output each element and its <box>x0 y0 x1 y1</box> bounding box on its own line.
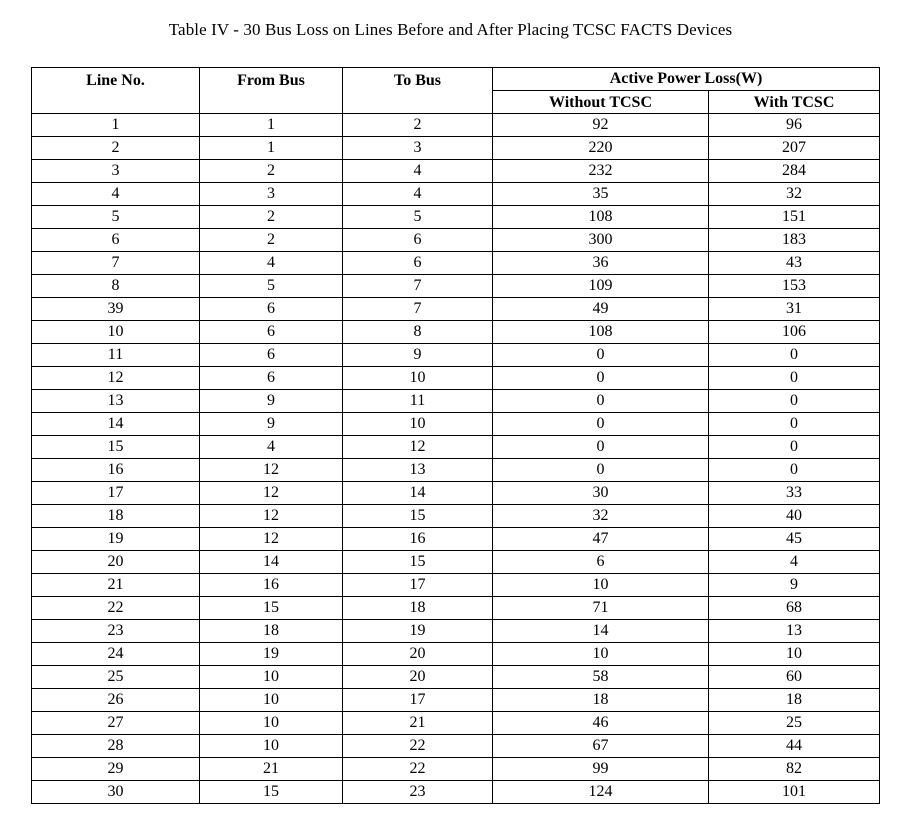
loss-with-tcsc-cell: 25 <box>709 712 880 735</box>
to-bus-cell: 6 <box>343 252 493 275</box>
to-bus-cell: 11 <box>343 390 493 413</box>
table-row <box>32 643 880 666</box>
to-bus-cell: 4 <box>343 160 493 183</box>
to-bus-cell: 22 <box>343 758 493 781</box>
from-bus-cell: 10 <box>200 689 343 712</box>
line-no-cell: 14 <box>32 413 200 436</box>
loss-without-tcsc-cell: 0 <box>493 344 709 367</box>
from-bus-cell: 15 <box>200 781 343 804</box>
table-row <box>32 712 880 735</box>
loss-with-tcsc-cell: 60 <box>709 666 880 689</box>
loss-with-tcsc-cell: 10 <box>709 643 880 666</box>
line-no-cell: 6 <box>32 229 200 252</box>
loss-with-tcsc-cell: 101 <box>709 781 880 804</box>
from-bus-cell: 2 <box>200 160 343 183</box>
from-bus-cell: 4 <box>200 436 343 459</box>
table-caption: Table IV - 30 Bus Loss on Lines Before and After Placing TCSC FACTS Devices <box>168 20 733 39</box>
loss-without-tcsc-cell: 67 <box>493 735 709 758</box>
to-bus-cell: 7 <box>343 298 493 321</box>
table-row <box>32 758 880 781</box>
from-bus-cell: 9 <box>200 390 343 413</box>
loss-with-tcsc-cell: 0 <box>709 367 880 390</box>
line-no-cell: 25 <box>32 666 200 689</box>
table-row <box>32 735 880 758</box>
from-bus-cell: 6 <box>200 367 343 390</box>
to-bus-cell: 17 <box>343 574 493 597</box>
to-bus-cell: 15 <box>343 505 493 528</box>
loss-without-tcsc-cell: 220 <box>493 137 709 160</box>
line-no-cell: 27 <box>32 712 200 735</box>
to-bus-cell: 6 <box>343 229 493 252</box>
loss-with-tcsc-cell: 68 <box>709 597 880 620</box>
from-bus-cell: 15 <box>200 597 343 620</box>
loss-without-tcsc-cell: 0 <box>493 436 709 459</box>
loss-without-tcsc-cell: 10 <box>493 574 709 597</box>
loss-without-tcsc-cell: 18 <box>493 689 709 712</box>
from-bus-cell: 6 <box>200 298 343 321</box>
to-bus-cell: 3 <box>343 137 493 160</box>
loss-without-tcsc-cell: 30 <box>493 482 709 505</box>
line-no-cell: 15 <box>32 436 200 459</box>
to-bus-cell: 23 <box>343 781 493 804</box>
table-row <box>32 229 880 252</box>
loss-without-tcsc-cell: 0 <box>493 390 709 413</box>
table-row <box>32 436 880 459</box>
from-bus-cell: 1 <box>200 137 343 160</box>
header-without-tcsc: Without TCSC <box>493 91 709 114</box>
loss-without-tcsc-cell: 6 <box>493 551 709 574</box>
to-bus-cell: 2 <box>343 114 493 137</box>
line-no-cell: 7 <box>32 252 200 275</box>
to-bus-cell: 7 <box>343 275 493 298</box>
loss-with-tcsc-cell: 4 <box>709 551 880 574</box>
to-bus-cell: 18 <box>343 597 493 620</box>
loss-with-tcsc-cell: 33 <box>709 482 880 505</box>
line-no-cell: 16 <box>32 459 200 482</box>
table-row <box>32 597 880 620</box>
line-no-cell: 26 <box>32 689 200 712</box>
line-no-cell: 3 <box>32 160 200 183</box>
loss-with-tcsc-cell: 0 <box>709 390 880 413</box>
from-bus-cell: 12 <box>200 459 343 482</box>
line-no-cell: 24 <box>32 643 200 666</box>
loss-without-tcsc-cell: 36 <box>493 252 709 275</box>
line-no-cell: 19 <box>32 528 200 551</box>
loss-without-tcsc-cell: 0 <box>493 367 709 390</box>
loss-without-tcsc-cell: 109 <box>493 275 709 298</box>
line-no-cell: 8 <box>32 275 200 298</box>
loss-with-tcsc-cell: 44 <box>709 735 880 758</box>
loss-with-tcsc-cell: 0 <box>709 413 880 436</box>
from-bus-cell: 12 <box>200 528 343 551</box>
to-bus-cell: 17 <box>343 689 493 712</box>
loss-without-tcsc-cell: 124 <box>493 781 709 804</box>
from-bus-cell: 5 <box>200 275 343 298</box>
loss-with-tcsc-cell: 82 <box>709 758 880 781</box>
loss-without-tcsc-cell: 0 <box>493 413 709 436</box>
from-bus-cell: 16 <box>200 574 343 597</box>
line-no-cell: 21 <box>32 574 200 597</box>
from-bus-cell: 4 <box>200 252 343 275</box>
table-row <box>32 781 880 804</box>
line-no-cell: 39 <box>32 298 200 321</box>
loss-without-tcsc-cell: 46 <box>493 712 709 735</box>
loss-without-tcsc-cell: 300 <box>493 229 709 252</box>
table-row <box>32 459 880 482</box>
loss-without-tcsc-cell: 58 <box>493 666 709 689</box>
table-row <box>32 551 880 574</box>
from-bus-cell: 6 <box>200 321 343 344</box>
header-active-power-loss: Active Power Loss(W) <box>493 68 880 91</box>
to-bus-cell: 21 <box>343 712 493 735</box>
loss-without-tcsc-cell: 14 <box>493 620 709 643</box>
line-no-cell: 28 <box>32 735 200 758</box>
loss-with-tcsc-cell: 40 <box>709 505 880 528</box>
table-row <box>32 298 880 321</box>
table-body <box>32 114 880 804</box>
loss-with-tcsc-cell: 45 <box>709 528 880 551</box>
table-row <box>32 252 880 275</box>
from-bus-cell: 2 <box>200 229 343 252</box>
line-no-cell: 1 <box>32 114 200 137</box>
loss-with-tcsc-cell: 0 <box>709 344 880 367</box>
line-no-cell: 4 <box>32 183 200 206</box>
from-bus-cell: 12 <box>200 505 343 528</box>
loss-without-tcsc-cell: 108 <box>493 321 709 344</box>
table-row <box>32 666 880 689</box>
loss-without-tcsc-cell: 35 <box>493 183 709 206</box>
table-row <box>32 183 880 206</box>
line-no-cell: 30 <box>32 781 200 804</box>
line-no-cell: 29 <box>32 758 200 781</box>
loss-without-tcsc-cell: 32 <box>493 505 709 528</box>
to-bus-cell: 14 <box>343 482 493 505</box>
table-row <box>32 367 880 390</box>
from-bus-cell: 12 <box>200 482 343 505</box>
table-row <box>32 574 880 597</box>
line-no-cell: 17 <box>32 482 200 505</box>
loss-with-tcsc-cell: 9 <box>709 574 880 597</box>
table-row <box>32 620 880 643</box>
line-no-cell: 11 <box>32 344 200 367</box>
loss-with-tcsc-cell: 183 <box>709 229 880 252</box>
header-line-no: Line No. <box>32 68 200 114</box>
table-row <box>32 482 880 505</box>
table-row <box>32 275 880 298</box>
table-row <box>32 689 880 712</box>
to-bus-cell: 9 <box>343 344 493 367</box>
from-bus-cell: 10 <box>200 666 343 689</box>
from-bus-cell: 3 <box>200 183 343 206</box>
loss-with-tcsc-cell: 32 <box>709 183 880 206</box>
loss-with-tcsc-cell: 96 <box>709 114 880 137</box>
table-row <box>32 206 880 229</box>
table-row <box>32 390 880 413</box>
loss-without-tcsc-cell: 99 <box>493 758 709 781</box>
loss-without-tcsc-cell: 0 <box>493 459 709 482</box>
loss-with-tcsc-cell: 153 <box>709 275 880 298</box>
from-bus-cell: 1 <box>200 114 343 137</box>
to-bus-cell: 20 <box>343 643 493 666</box>
line-no-cell: 10 <box>32 321 200 344</box>
from-bus-cell: 10 <box>200 735 343 758</box>
to-bus-cell: 13 <box>343 459 493 482</box>
table-row <box>32 137 880 160</box>
from-bus-cell: 9 <box>200 413 343 436</box>
loss-with-tcsc-cell: 0 <box>709 436 880 459</box>
loss-with-tcsc-cell: 18 <box>709 689 880 712</box>
header-to-bus: To Bus <box>343 68 493 114</box>
to-bus-cell: 8 <box>343 321 493 344</box>
loss-without-tcsc-cell: 108 <box>493 206 709 229</box>
loss-with-tcsc-cell: 0 <box>709 459 880 482</box>
loss-without-tcsc-cell: 10 <box>493 643 709 666</box>
loss-without-tcsc-cell: 71 <box>493 597 709 620</box>
to-bus-cell: 16 <box>343 528 493 551</box>
loss-with-tcsc-cell: 31 <box>709 298 880 321</box>
table-row <box>32 321 880 344</box>
from-bus-cell: 21 <box>200 758 343 781</box>
loss-with-tcsc-cell: 207 <box>709 137 880 160</box>
line-no-cell: 5 <box>32 206 200 229</box>
line-no-cell: 13 <box>32 390 200 413</box>
to-bus-cell: 22 <box>343 735 493 758</box>
loss-with-tcsc-cell: 151 <box>709 206 880 229</box>
loss-without-tcsc-cell: 232 <box>493 160 709 183</box>
to-bus-cell: 12 <box>343 436 493 459</box>
loss-with-tcsc-cell: 43 <box>709 252 880 275</box>
to-bus-cell: 10 <box>343 413 493 436</box>
from-bus-cell: 10 <box>200 712 343 735</box>
loss-with-tcsc-cell: 106 <box>709 321 880 344</box>
loss-with-tcsc-cell: 284 <box>709 160 880 183</box>
to-bus-cell: 15 <box>343 551 493 574</box>
line-no-cell: 23 <box>32 620 200 643</box>
line-no-cell: 12 <box>32 367 200 390</box>
from-bus-cell: 2 <box>200 206 343 229</box>
loss-without-tcsc-cell: 92 <box>493 114 709 137</box>
table-row <box>32 528 880 551</box>
line-no-cell: 20 <box>32 551 200 574</box>
to-bus-cell: 19 <box>343 620 493 643</box>
table-row <box>32 344 880 367</box>
table-row <box>32 505 880 528</box>
from-bus-cell: 19 <box>200 643 343 666</box>
table-row <box>32 160 880 183</box>
from-bus-cell: 14 <box>200 551 343 574</box>
bus-loss-table <box>31 67 880 804</box>
from-bus-cell: 18 <box>200 620 343 643</box>
to-bus-cell: 5 <box>343 206 493 229</box>
to-bus-cell: 10 <box>343 367 493 390</box>
from-bus-cell: 6 <box>200 344 343 367</box>
header-from-bus: From Bus <box>200 68 343 114</box>
to-bus-cell: 4 <box>343 183 493 206</box>
to-bus-cell: 20 <box>343 666 493 689</box>
loss-with-tcsc-cell: 13 <box>709 620 880 643</box>
loss-without-tcsc-cell: 47 <box>493 528 709 551</box>
line-no-cell: 22 <box>32 597 200 620</box>
loss-without-tcsc-cell: 49 <box>493 298 709 321</box>
table-row <box>32 114 880 137</box>
header-with-tcsc: With TCSC <box>709 91 880 114</box>
line-no-cell: 2 <box>32 137 200 160</box>
table-row <box>32 413 880 436</box>
line-no-cell: 18 <box>32 505 200 528</box>
